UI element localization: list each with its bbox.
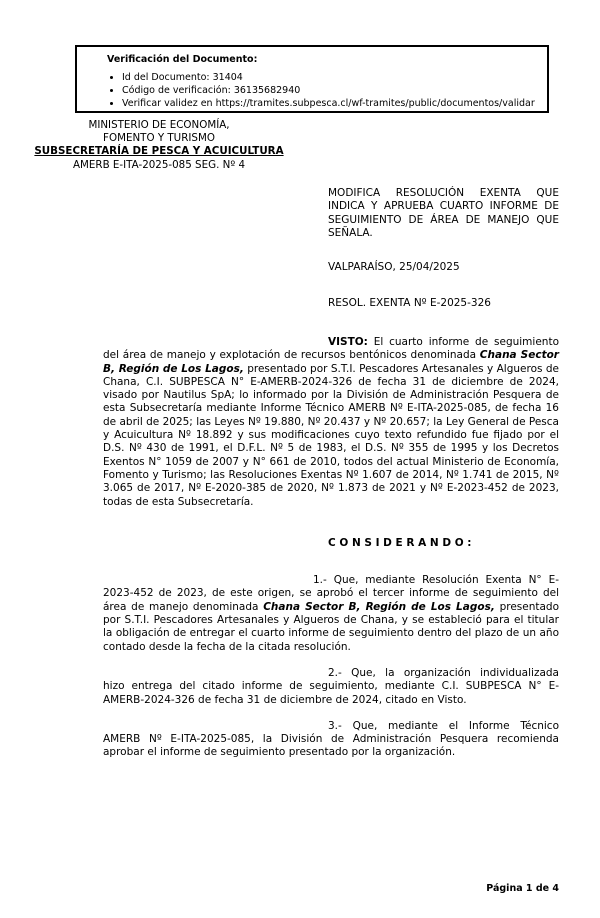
resolution-body	[103, 336, 559, 760]
visto-paragraph	[103, 336, 559, 509]
amerb-area-name: Chana Sector B, Región de Los Lagos,	[103, 349, 559, 375]
verification-box-title: Verificación del Documento:	[107, 54, 258, 65]
resolution-number: RESOL. EXENTA Nº E-2025-326	[328, 297, 491, 309]
paragraph1-text-before: 1.- Que, mediante Resolución Exenta N° E-2023-452 de 2023, de este origen, se aprobó el tercer informe de seguimiento del área de manejo denominada	[103, 574, 559, 613]
visto-label: VISTO:	[328, 336, 368, 348]
paragraph1-text-after: presentado por S.T.I. Pescadores Artesanales y Algueros de Chana, y se estableció para el titular la obligación de entregar el cuarto informe de seguimiento dentro del plazo de un año contado desde la fecha de la citada resolución.	[103, 600, 560, 653]
considerando-paragraph-1	[103, 574, 559, 654]
verification-list	[107, 72, 539, 110]
ministry-line-2: FOMENTO Y TURISMO	[103, 132, 215, 145]
verification-box	[75, 45, 549, 113]
letterhead	[33, 119, 285, 172]
resolution-summary: MODIFICA RESOLUCIÓN EXENTA QUE INDICA Y APRUEBA CUARTO INFORME DE SEGUIMIENTO DE ÁREA DE MANEJO QUE SEÑALA.	[328, 187, 559, 239]
page-number: Página 1 de 4	[486, 883, 559, 894]
verification-item-url: • Verificar validez en https://tramites.subpesca.cl/wf-tramites/public/documentos/validar	[122, 98, 539, 110]
considerando-heading: C O N S I D E R A N D O :	[328, 536, 472, 549]
file-reference: AMERB E-ITA-2025-085 SEG. Nº 4	[73, 158, 245, 171]
visto-text-after: presentado por S.T.I. Pescadores Artesanales y Algueros de Chana, C.I. SUBPESCA N° E-AMERB-2024-326 de fecha 31 de diciembre de 2024, visado por Nautilus SpA; lo informado por la División de Administración Pesquera de esta Subsecretaría mediante Informe Técnico AMERB Nº E-ITA-2025-085, de fecha 16 de abril de 2025; las Leyes Nº 19.880, Nº 20.437 y Nº 20.657; la Ley General de Pesca y Acuicultura Nº 18.892 y sus modificaciones cuyo texto refundido fue fijado por el D.S. Nº 430 de 1991, el D.F.L. Nº 5 de 1983, el D.S. Nº 355 de 1995 y los Decretos Exentos N° 1059 de 2007 y N° 661 de 2010, todos del actual Ministerio de Economía, Fomento y Turismo; las Resoluciones Exentas Nº 1.607 de 2014, Nº 1.741 de 2015, Nº 3.065 de 2017, Nº E-2020-385 de 2020, Nº 1.873 de 2021 y Nº E-2023-452 de 2023, todas de esta Subsecretaría.	[103, 362, 559, 508]
place-date: VALPARAÍSO, 25/04/2025	[328, 261, 460, 273]
verification-item-doc-id: • Id del Documento: 31404	[122, 72, 539, 84]
visto-text-before: El cuarto informe de seguimiento del área de manejo y explotación de recursos bentónicos denominada	[103, 336, 559, 362]
amerb-area-name-2: Chana Sector B, Región de Los Lagos,	[263, 600, 495, 613]
ministry-line-1: MINISTERIO DE ECONOMÍA,	[88, 119, 230, 131]
subsecretaria-title: SUBSECRETARÍA DE PESCA Y ACUICULTURA	[34, 145, 284, 158]
considerando-paragraph-2: 2.- Que, la organización individualizada hizo entrega del citado informe de seguimiento, mediante C.I. SUBPESCA N° E-AMERB-2024-326 de fecha 31 de diciembre de 2024, citado en Visto.	[103, 666, 559, 706]
verification-item-code: • Código de verificación: 36135682940	[122, 85, 539, 97]
considerando-paragraph-3: 3.- Que, mediante el Informe Técnico AMERB Nº E-ITA-2025-085, la División de Administración Pesquera recomienda aprobar el informe de seguimiento presentado por la organización.	[103, 719, 559, 759]
